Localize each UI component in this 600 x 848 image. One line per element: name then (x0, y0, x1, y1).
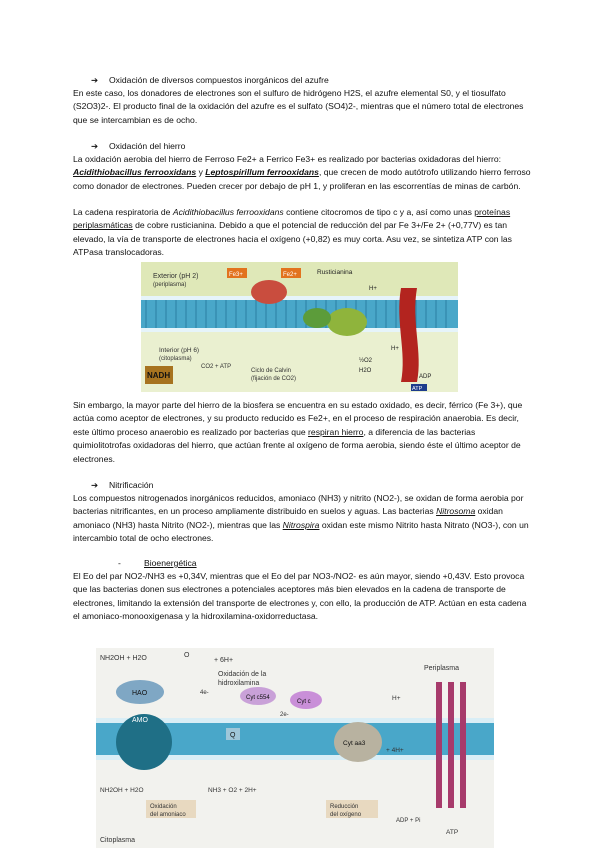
genus-nitrospira: Nitrospira (282, 519, 320, 530)
label-2e: 2e- (280, 712, 289, 718)
figure-iron-respiratory-chain (141, 262, 458, 392)
label-cytc552: Cyt c (297, 699, 311, 705)
figure-nitrification-chain (96, 648, 494, 848)
link-proteinas-periplasmaticas[interactable]: proteínas periplasmáticas (73, 207, 511, 231)
label-interior: Interior (pH 6) (159, 347, 200, 354)
iron-chain-diagram (141, 262, 458, 392)
label-amo: AMO (132, 717, 148, 724)
label-cytaa3: Cyt aa3 (343, 740, 366, 747)
label-hao: HAO (132, 690, 148, 697)
label-periplasma-2: Periplasma (424, 665, 460, 672)
heading-nitrificacion: ➔ Nitrificación (91, 480, 154, 490)
label-nh3-row: NH3 + O2 + 2H+ (208, 787, 257, 794)
label-ox-title-1: Oxidación de la (218, 671, 267, 678)
label-hplus-2: H+ (391, 346, 399, 352)
label-4h: + 4H+ (386, 747, 404, 754)
label-periplasma: (periplasma) (153, 282, 187, 288)
label-ox-amoniaco-1: Oxidación (150, 804, 177, 810)
label-nh2oh-top: NH2OH + H2O (100, 655, 147, 662)
rusticianina-protein (251, 280, 287, 304)
label-ox-amoniaco-2: del amoniaco (150, 812, 186, 818)
label-cytc554: Cyt c554 (246, 695, 270, 701)
genus-nitrosoma: Nitrosoma (436, 506, 476, 517)
label-atp-2: ATP (446, 829, 459, 836)
label-fijacion: (fijación de CO2) (251, 376, 297, 382)
label-fe2: Fe2+ (283, 272, 297, 278)
label-red-oxigeno-2: del oxígeno (330, 812, 362, 818)
label-6h: + 6H+ (214, 657, 234, 664)
atp-synthase-2 (436, 682, 466, 808)
label-nh2oh-bottom: NH2OH + H2O (100, 787, 144, 794)
nitrification-diagram (96, 648, 494, 848)
paragraph-bioenergetica: El Eo del par NO2-/NH3 es +0,34V, mientras que el Eo del par NO3-/NO2- es aún mayor, siendo +0,43V. Esto provoca que las bacterias donen sus electrones a potenciales aceptores más bien elevados en la cadena de transporte de electrones, limitando la extensión del transporte de electrones y, con ello, la producción de ATP. Actúan en esta cadena el amoniaco-monooxigenasa y la hidroxilamina-oxidorreductasa. (73, 571, 527, 622)
label-o2: ½O2 (359, 358, 373, 364)
arrow-icon: ➔ (91, 480, 99, 490)
link-respiran-hierro[interactable]: respiran hierro (308, 426, 364, 437)
cytochrome-complex (327, 308, 367, 336)
paragraph-biosfera: Sin embargo, la mayor parte del hierro de la biosfera se encuentra en su estado oxidado, es decir, férrico (Fe 3+), que actúa como aceptor de electrones, y su producto reducido es Fe2+, en el proceso de respiración anaerobia. Es decir, este último proceso anaerobio es realizado por bacterias que respiran hierro, a diferencia de las bacterias quimiolitotrofas oxidadoras del hierro, que actúan frente al oxígeno de forma aerobia, siendo éste el último aceptor de electrones. (73, 400, 523, 464)
label-atp: ATP (412, 386, 423, 392)
label-rusticianina: Rusticianina (317, 269, 353, 276)
label-exterior: Exterior (pH 2) (153, 273, 199, 280)
paragraph-hierro-2: La cadena respiratoria de Acidithiobacillus ferrooxidans contiene citocromos de tipo c y a, así como unas proteínas periplasmáticas de cobre rusticianina. Debido a que el potencial de reducción del par Fe 3+/Fe 2+ (+0,77V) es tan elevado, la vía de transporte de electrones hacia el oxígeno (+0,82) es muy corta. Asu vez, se sintetiza ATP con las ATPasa translocadoras. (73, 207, 512, 258)
label-adp-pi: ADP + Pi (396, 818, 421, 824)
arrow-icon: ➔ (91, 75, 99, 85)
label-ox-title-2: hidroxilamina (218, 680, 260, 687)
label-h2o: H2O (359, 368, 372, 374)
species-acidithiobacillus: Acidithiobacillus ferrooxidans (73, 167, 197, 178)
paragraph-nitrificacion: Los compuestos nitrogenados inorgánicos reducidos, amoniaco (NH3) y nitrito (NO2-), se oxidan de forma aerobia por bacterias nitrificantes, en un proceso ampliamente distribuido en suelos y aguas. Las bacterias Nitrosoma oxidan amoniaco (NH3) hasta Nitrito (NO2-), mientras que las Nitrospira oxidan este mismo Nitrito hasta Nitrato (NO3-), con un intercambio total de ocho electrones. (73, 493, 529, 544)
paragraph-hierro-1: La oxidación aerobia del hierro de Ferroso Fe2+ a Ferrico Fe3+ es realizado por bacterias oxidadoras del hierro: Acidithiobacillus ferrooxidans y Leptospirillum ferrooxidans, que crecen de modo autótrofo utilizando hierro ferroso como donador de electrones. Pueden crecer por debajo de pH 1, y proliferan en las escorrentías de minas de carbón. (73, 154, 531, 191)
species-leptospirillum: Leptospirillum ferrooxidans (205, 167, 319, 178)
label-q: Q (230, 732, 236, 739)
label-ciclo: Ciclo de Calvin (251, 368, 292, 374)
label-hplus-1: H+ (369, 286, 377, 292)
label-o: O (184, 652, 190, 659)
heading-azufre: ➔ Oxidación de diversos compuestos inorgánicos del azufre (91, 75, 329, 85)
label-adp: ADP (419, 374, 432, 380)
label-citoplasma-2: Citoplasma (100, 837, 136, 844)
label-citoplasma: (citoplasma) (159, 356, 192, 362)
label-hplus-fig2: H+ (392, 695, 401, 702)
label-4e: 4e- (200, 690, 209, 696)
heading-hierro: ➔ Oxidación del hierro (91, 141, 186, 151)
heading-bioenergetica: - Bioenergética (118, 558, 197, 568)
label-fe3-1: Fe3+ (229, 272, 243, 278)
arrow-icon: ➔ (91, 141, 99, 151)
paragraph-azufre: En este caso, los donadores de electrones son el sulfuro de hidrógeno H2S, el azufre elemental S0, y el tiosulfato (S2O3)2-. El producto final de la oxidación del azufre es el sulfato (SO4)2-, mientras que el número total de electrones que se intercambian es de ocho. (73, 88, 524, 125)
label-co2: CO2 + ATP (201, 364, 232, 370)
label-nadh: NADH (147, 371, 171, 380)
label-red-oxigeno-1: Reducción (330, 804, 359, 810)
